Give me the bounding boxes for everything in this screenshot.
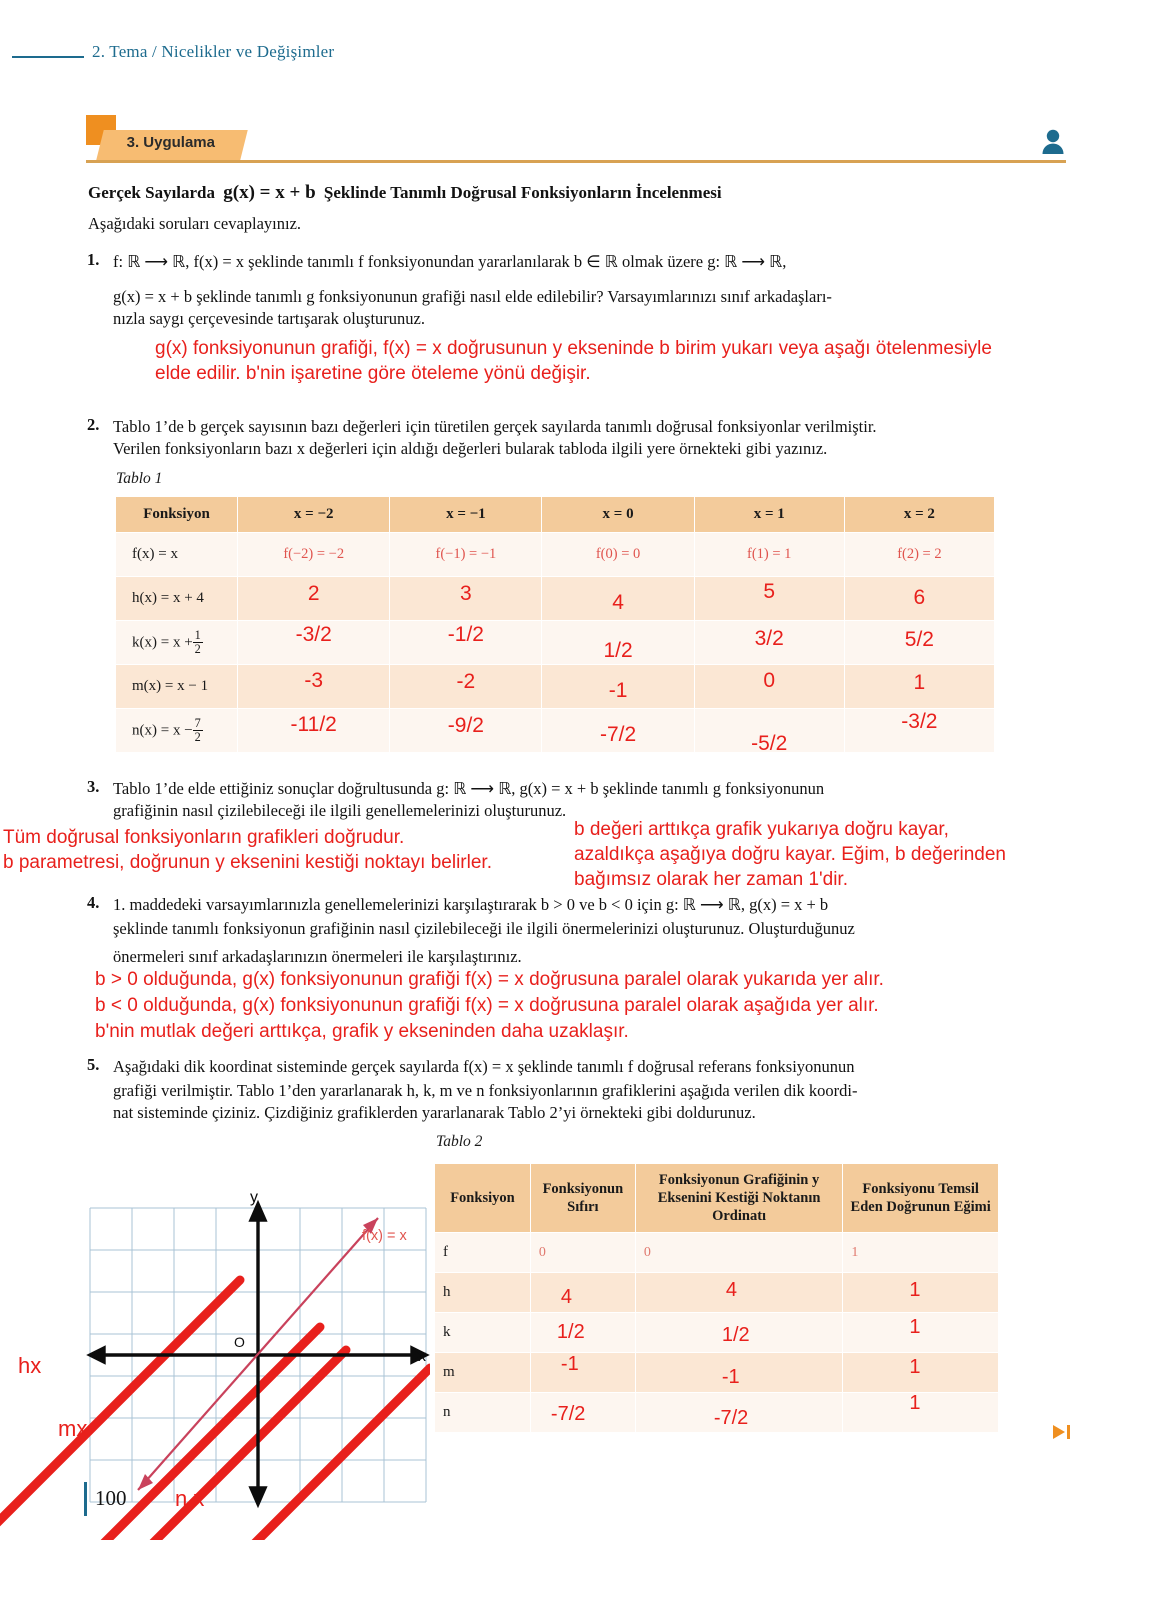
table2-fn-f: f: [435, 1233, 531, 1273]
page-number-rule: [84, 1482, 87, 1516]
table1-cell: [844, 621, 994, 665]
handwritten-value: -1: [721, 1366, 740, 1389]
table2-cell: [843, 1273, 999, 1313]
running-head-rule: [12, 56, 84, 58]
table-row: [435, 1353, 999, 1393]
table1-caption: Tablo 1: [116, 470, 163, 487]
question-1-line-2: g(x) = x + b şeklinde tanımlı g fonksiyonunun grafiği nasıl elde edilebilir? Varsayımlarınızı sınıf arkadaşları-: [113, 287, 832, 306]
question-5-number: 5.: [87, 1055, 100, 1074]
handwritten-value: -5/2: [751, 731, 788, 755]
handwritten-value: 1: [913, 670, 926, 694]
page-number: 100: [95, 1486, 127, 1510]
table1-cell: [844, 577, 994, 621]
table1-cell: [694, 709, 844, 753]
table2-cell: [530, 1273, 635, 1313]
table1-cell: [542, 621, 694, 665]
section-title-formula: g(x) = x + b: [223, 182, 316, 203]
table1-cell: [542, 665, 694, 709]
handwritten-value: -1/2: [447, 622, 484, 646]
question-3-number: 3.: [87, 777, 100, 796]
section-title: [88, 180, 722, 207]
table1-cell: f(−2) = −2: [238, 533, 390, 577]
section-title-pre: Gerçek Sayılarda: [88, 183, 216, 202]
question-2-line-1: Tablo 1’de b gerçek sayısının bazı değerleri için türetilen gerçek sayılarda tanımlı doğrusal fonksiyonlar verilmiştir.: [113, 417, 877, 436]
table1-cell: [238, 621, 390, 665]
table2-fn-k: k: [435, 1313, 531, 1353]
handwritten-value: 1: [909, 1316, 921, 1339]
table1-header-row: [116, 497, 995, 533]
handwritten-value: -11/2: [290, 712, 337, 736]
table1-cell: f(1) = 1: [694, 533, 844, 577]
graph-label-mx: mx: [58, 1416, 88, 1441]
answer-q3-left-line-1: Tüm doğrusal fonksiyonların grafikleri doğrudur.: [3, 827, 405, 848]
question-4-line-1: 1. maddedeki varsayımlarınızla genellemelerinizi karşılaştırarak b > 0 ve b < 0 için g: ℝ ⟶ ℝ, g(x) = x + b: [113, 895, 829, 914]
table1-col-fonksiyon: Fonksiyon: [116, 497, 238, 533]
table2-col-egim: Fonksiyonu Temsil Eden Doğrunun Eğimi: [843, 1164, 999, 1233]
table2-caption: Tablo 2: [436, 1133, 483, 1150]
table1-cell: f(−1) = −1: [390, 533, 542, 577]
handwritten-value: -3/2: [295, 622, 332, 646]
application-banner: [86, 115, 1066, 163]
graph-x-axis-label: x: [418, 1348, 426, 1365]
table-2: [434, 1163, 999, 1433]
table2-fn-h: h: [435, 1273, 531, 1313]
table1-fn-n-text: n(x) = x −: [132, 722, 193, 739]
handwritten-value: -7/2: [550, 1403, 586, 1426]
table2-cell: [635, 1393, 842, 1433]
banner-underline: [86, 160, 1066, 163]
question-5-line-2: grafiği verilmiştir. Tablo 1’den yararlanarak h, k, m ve n fonksiyonlarının grafiklerini aşağıda verilen dik koordi-: [113, 1081, 858, 1100]
answer-q4-line-3: b'nin mutlak değeri arttıkça, grafik y ekseninden daha uzaklaşır.: [95, 1021, 629, 1042]
table2-cell: [843, 1313, 999, 1353]
table1-cell: [390, 709, 542, 753]
table2-cell: [635, 1273, 842, 1313]
table1-cell: [390, 665, 542, 709]
handwritten-value: -1: [608, 678, 628, 702]
section-title-post: Şeklinde Tanımlı Doğrusal Fonksiyonların İncelenmesi: [323, 183, 722, 202]
handwritten-value: -7/2: [713, 1407, 749, 1430]
table1-col-x-2: x = 2: [844, 497, 994, 533]
table-row: [435, 1233, 999, 1273]
handwritten-value: 2: [307, 581, 320, 605]
answer-q4-line-2: b < 0 olduğunda, g(x) fonksiyonunun grafiği f(x) = x doğrusuna paralel olarak aşağıda yer alır.: [95, 995, 879, 1016]
handwritten-value: 5/2: [904, 627, 934, 651]
answer-q3-right-line-1: b değeri arttıkça grafik yukarıya doğru kayar,: [574, 819, 949, 840]
handwritten-value: 4: [560, 1286, 573, 1309]
table-1: [115, 496, 995, 753]
question-4-line-2: şeklinde tanımlı fonksiyonun grafiğinin nasıl çizilebileceği ile ilgili önermelerinizi oluşturunuz. Oluşturduğunuz: [113, 919, 855, 938]
table1-cell: [238, 665, 390, 709]
table1-cell: [390, 577, 542, 621]
table1-fn-m: m(x) = x − 1: [116, 665, 238, 709]
handwritten-value: 6: [913, 585, 926, 609]
table2-cell: [843, 1353, 999, 1393]
banner-tab: [96, 130, 248, 160]
handwritten-value: -7/2: [599, 722, 637, 746]
fraction: $\frac{1}{2}$: [194, 628, 201, 656]
intro-instruction: Aşağıdaki soruları cevaplayınız.: [88, 214, 302, 233]
table2-cell: 1: [843, 1233, 999, 1273]
handwritten-value: -1: [560, 1353, 579, 1376]
table-row: [116, 665, 995, 709]
running-head: [0, 42, 1151, 74]
handwritten-value: 4: [725, 1279, 737, 1302]
table-row: [116, 621, 995, 665]
graph-label-nx: n x: [175, 1486, 205, 1511]
table1-fn-f: f(x) = x: [116, 533, 238, 577]
answer-q3-right-line-3: bağımsız olarak her zaman 1'dir.: [574, 869, 848, 890]
answer-q3-left-line-2: b parametresi, doğrunun y eksenini kestiği noktayı belirler.: [3, 852, 492, 873]
person-icon: [1040, 128, 1066, 161]
table-row: [435, 1273, 999, 1313]
handwritten-value: -3: [304, 668, 324, 692]
table1-cell: [694, 577, 844, 621]
table-row: [116, 709, 995, 753]
table1-cell: [844, 665, 994, 709]
table1-cell: [542, 709, 694, 753]
table1-col-x-minus1: x = −1: [390, 497, 542, 533]
fraction: $\frac{7}{2}$: [194, 716, 201, 744]
running-head-text: 2. Tema / Nicelikler ve Değişimler: [92, 42, 335, 61]
graph-origin-label: O: [234, 1334, 245, 1350]
table2-cell: [635, 1353, 842, 1393]
handwritten-value: -2: [456, 669, 476, 693]
table-row: [435, 1313, 999, 1353]
table1-fn-n: [116, 709, 238, 753]
table1-cell: [844, 709, 994, 753]
answer-q3-right-line-2: azaldıkça aşağıya doğru kayar. Eğim, b değerinden: [574, 844, 1006, 865]
question-3-line-1: Tablo 1’de elde ettiğiniz sonuçlar doğrultusunda g: ℝ ⟶ ℝ, g(x) = x + b şeklinde tanımlı g fonksiyonunun: [113, 779, 825, 798]
table1-cell: [694, 621, 844, 665]
table1-cell: [238, 709, 390, 753]
handwritten-value: 0: [763, 668, 776, 692]
question-1-number: 1.: [87, 250, 100, 269]
table1-col-x-0: x = 0: [542, 497, 694, 533]
table2-cell: 0: [530, 1233, 635, 1273]
table2-fn-m: m: [435, 1353, 531, 1393]
handwritten-value: 3/2: [754, 626, 784, 650]
graph-y-arrow: [251, 1204, 265, 1220]
table1-fn-k: [116, 621, 238, 665]
handwritten-value: 4: [612, 590, 624, 614]
question-4-number: 4.: [87, 893, 100, 912]
table2-col-sifir: Fonksiyonun Sıfırı: [530, 1164, 635, 1233]
table1-cell: [390, 621, 542, 665]
handwritten-value: 1: [909, 1356, 921, 1379]
answer-q1-line-2: elde edilir. b'nin işaretine göre öteleme yönü değişir.: [155, 363, 591, 384]
handwritten-value: 1: [909, 1392, 921, 1415]
table1-cell: f(0) = 0: [542, 533, 694, 577]
question-3-line-2: grafiğinin nasıl çizilebileceği ile ilgili genellemelerinizi oluşturunuz.: [113, 801, 567, 820]
table2-fn-n: n: [435, 1393, 531, 1433]
table1-col-x-1: x = 1: [694, 497, 844, 533]
question-5-line-3: nat sisteminde çiziniz. Çizdiğiniz grafiklerden yararlanarak Tablo 2’yi örnekteki gibi doldurunuz.: [113, 1103, 756, 1122]
question-2-number: 2.: [87, 415, 100, 434]
handwritten-value: -9/2: [447, 713, 484, 737]
table-row: [116, 577, 995, 621]
question-1-line-1: f: ℝ ⟶ ℝ, f(x) = x şeklinde tanımlı f fonksiyonundan yararlanılarak b ∈ ℝ olmak üzere g: ℝ ⟶ ℝ,: [113, 252, 787, 271]
graph-drawn-lines: [0, 1280, 430, 1540]
question-5-line-1: Aşağıdaki dik koordinat sisteminde gerçek sayılarda f(x) = x şeklinde tanımlı f doğrusal referans fonksiyonunun: [113, 1057, 855, 1076]
table2-cell: [843, 1393, 999, 1433]
handwritten-value: 3: [460, 581, 472, 605]
table2-col-ordinat: Fonksiyonun Grafiğinin y Eksenini Kestiği Noktanın Ordinatı: [635, 1164, 842, 1233]
table1-fn-h: h(x) = x + 4: [116, 577, 238, 621]
question-1-line-3: nızla saygı çerçevesinde tartışarak oluşturunuz.: [113, 309, 426, 328]
table2-cell: [635, 1313, 842, 1353]
table1-cell: [694, 665, 844, 709]
table2-cell: [530, 1353, 635, 1393]
table1-cell: [238, 577, 390, 621]
table1-fn-k-text: k(x) = x +: [132, 634, 193, 651]
graph-y-axis-label: y: [250, 1189, 258, 1206]
table-row: [116, 533, 995, 577]
next-page-marker-icon[interactable]: [1051, 1424, 1073, 1445]
table1-cell: f(2) = 2: [844, 533, 994, 577]
graph-label-hx: hx: [18, 1353, 42, 1378]
handwritten-value: 1: [909, 1279, 921, 1302]
table2-cell: [530, 1393, 635, 1433]
table2-col-fonksiyon: Fonksiyon: [435, 1164, 531, 1233]
table2-cell: [530, 1313, 635, 1353]
answer-q4-line-1: b > 0 olduğunda, g(x) fonksiyonunun grafiği f(x) = x doğrusuna paralel olarak yukarıda yer alır.: [95, 969, 884, 990]
table1-cell: [542, 577, 694, 621]
answer-q1-line-1: g(x) fonksiyonunun grafiği, f(x) = x doğrusunun y ekseninde b birim yukarı veya aşağı ötelenmesiyle: [155, 338, 992, 359]
table2-cell: 0: [635, 1233, 842, 1273]
handwritten-value: 5: [763, 579, 776, 603]
question-2-line-2: Verilen fonksiyonların bazı x değerleri için aldığı değerleri bularak tabloda ilgili yere örnekteki gibi yazınız.: [113, 439, 828, 458]
table-row: [435, 1393, 999, 1433]
handwritten-value: 1/2: [603, 638, 633, 662]
graph-x-arrow-neg: [90, 1348, 104, 1362]
question-4-line-3: önermeleri sınıf arkadaşlarınızın önermeleri ile karşılaştırınız.: [113, 947, 522, 966]
handwritten-value: -3/2: [901, 709, 938, 733]
graph-reference-label: f(x) = x: [362, 1228, 407, 1244]
table2-header-row: [435, 1164, 999, 1233]
coordinate-graph: [0, 1140, 430, 1540]
handwritten-value: 1/2: [556, 1321, 585, 1344]
handwritten-value: 1/2: [721, 1324, 750, 1347]
table1-col-x-minus2: x = −2: [238, 497, 390, 533]
banner-label: 3. Uygulama: [126, 134, 215, 151]
